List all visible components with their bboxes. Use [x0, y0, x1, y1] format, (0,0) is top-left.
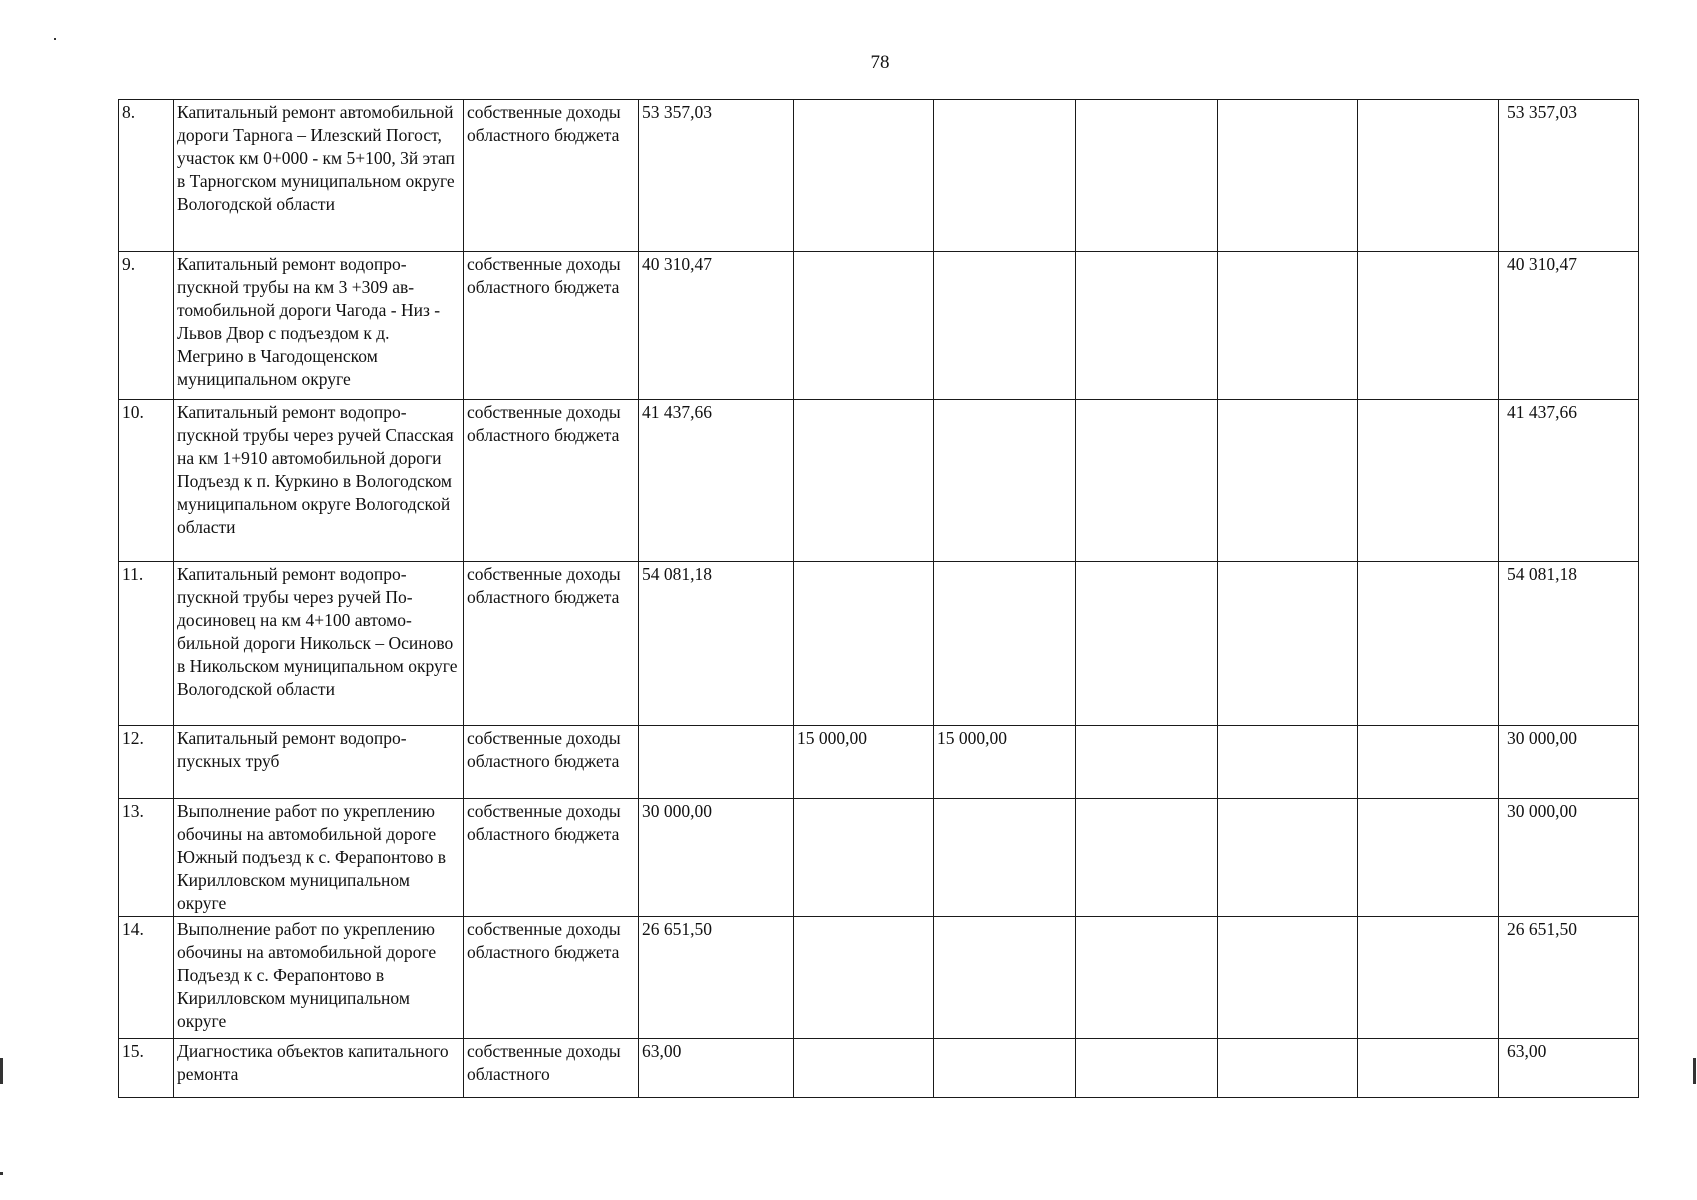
amount-col-4	[1076, 400, 1218, 562]
amount-col-6	[1358, 562, 1499, 726]
amount-col-3	[934, 1039, 1076, 1098]
amount-col-5	[1218, 400, 1358, 562]
amount-col-3	[934, 562, 1076, 726]
amount-col-3	[934, 917, 1076, 1039]
amount-col-5	[1218, 100, 1358, 252]
amount-col-6	[1358, 917, 1499, 1039]
funding-source: собственные доходы областного бюджета	[464, 252, 639, 400]
row-number: 11.	[119, 562, 174, 726]
amount-total: 53 357,03	[1499, 100, 1639, 252]
row-number: 10.	[119, 400, 174, 562]
amount-col-6	[1358, 100, 1499, 252]
amount-col-2	[794, 799, 934, 917]
amount-col-1: 54 081,18	[639, 562, 794, 726]
amount-col-5	[1218, 917, 1358, 1039]
amount-col-5	[1218, 799, 1358, 917]
amount-col-4	[1076, 726, 1218, 799]
table-row	[119, 799, 1639, 917]
amount-total: 41 437,66	[1499, 400, 1639, 562]
amount-col-1	[639, 726, 794, 799]
amount-col-4	[1076, 799, 1218, 917]
amount-col-6	[1358, 400, 1499, 562]
page-number: 78	[870, 52, 890, 73]
table-row	[119, 100, 1639, 252]
funding-source: собственные доходы областного бюджета	[464, 100, 639, 252]
scan-mark-left-bottom	[0, 1172, 3, 1175]
object-name: Выполнение работ по укреплению обочины на автомобильной дороге Подъезд к с. Ферапонтово в Кирилловском муниципальном округе	[174, 917, 464, 1039]
table-row	[119, 917, 1639, 1039]
row-number: 15.	[119, 1039, 174, 1098]
amount-col-1: 41 437,66	[639, 400, 794, 562]
amount-col-5	[1218, 252, 1358, 400]
object-name: Капитальный ремонт водопропускной трубы через ручей Подосиновец на км 4+100 автомобильной дороги Никольск – Осиново в Никольском муниципальном округе Вологодской области	[174, 562, 464, 726]
amount-col-2	[794, 100, 934, 252]
object-name: Капитальный ремонт водопропускной трубы на км 3 +309 автомобильной дороги Чагода - Низ - Львов Двор с подъездом к д. Мегрино в Чагодощенском муниципальном округе	[174, 252, 464, 400]
object-name: Капитальный ремонт водопропускной трубы через ручей Спасская на км 1+910 автомобильной дороги Подъезд к п. Куркино в Вологодском муниципальном округе Вологодской области	[174, 400, 464, 562]
budget-table	[118, 99, 1639, 1098]
amount-col-4	[1076, 252, 1218, 400]
amount-col-5	[1218, 562, 1358, 726]
row-number: 14.	[119, 917, 174, 1039]
scan-mark-left	[0, 1058, 3, 1084]
amount-col-4	[1076, 100, 1218, 252]
amount-col-2	[794, 400, 934, 562]
table-row	[119, 562, 1639, 726]
amount-col-3	[934, 252, 1076, 400]
object-name: Капитальный ремонт автомобильной дороги Тарнога – Илезский Погост, участок км 0+000 - км 5+100, 3й этап в Тарногском муниципальном округе Вологодской области	[174, 100, 464, 252]
row-number: 12.	[119, 726, 174, 799]
funding-source: собственные доходы областного бюджета	[464, 726, 639, 799]
row-number: 13.	[119, 799, 174, 917]
table-row	[119, 400, 1639, 562]
amount-col-3	[934, 799, 1076, 917]
amount-col-1: 26 651,50	[639, 917, 794, 1039]
amount-col-2	[794, 1039, 934, 1098]
table-row	[119, 252, 1639, 400]
amount-col-1: 30 000,00	[639, 799, 794, 917]
object-name: Диагностика объектов капитального ремонта	[174, 1039, 464, 1098]
amount-col-2	[794, 917, 934, 1039]
funding-source: собственные доходы областного бюджета	[464, 917, 639, 1039]
amount-col-6	[1358, 799, 1499, 917]
amount-total: 40 310,47	[1499, 252, 1639, 400]
amount-col-1: 53 357,03	[639, 100, 794, 252]
scan-mark-top-dot	[54, 38, 56, 40]
amount-col-4	[1076, 917, 1218, 1039]
amount-col-3	[934, 100, 1076, 252]
amount-col-6	[1358, 1039, 1499, 1098]
row-number: 9.	[119, 252, 174, 400]
row-number: 8.	[119, 100, 174, 252]
funding-source: собственные доходы областного	[464, 1039, 639, 1098]
amount-col-3	[934, 400, 1076, 562]
amount-col-5	[1218, 726, 1358, 799]
amount-total: 30 000,00	[1499, 726, 1639, 799]
funding-source: собственные доходы областного бюджета	[464, 799, 639, 917]
amount-col-4	[1076, 562, 1218, 726]
table-row	[119, 1039, 1639, 1098]
amount-col-2	[794, 252, 934, 400]
funding-source: собственные доходы областного бюджета	[464, 562, 639, 726]
amount-col-4	[1076, 1039, 1218, 1098]
amount-col-6	[1358, 252, 1499, 400]
object-name: Капитальный ремонт водопропускных труб	[174, 726, 464, 799]
amount-total: 54 081,18	[1499, 562, 1639, 726]
amount-col-5	[1218, 1039, 1358, 1098]
amount-col-6	[1358, 726, 1499, 799]
table-row	[119, 726, 1639, 799]
amount-col-3: 15 000,00	[934, 726, 1076, 799]
amount-total: 63,00	[1499, 1039, 1639, 1098]
amount-total: 30 000,00	[1499, 799, 1639, 917]
amount-col-2	[794, 562, 934, 726]
object-name: Выполнение работ по укреплению обочины на автомобильной дороге Южный подъезд к с. Ферапонтово в Кирилловском муниципальном округе	[174, 799, 464, 917]
funding-source: собственные доходы областного бюджета	[464, 400, 639, 562]
amount-col-2: 15 000,00	[794, 726, 934, 799]
amount-col-1: 40 310,47	[639, 252, 794, 400]
amount-col-1: 63,00	[639, 1039, 794, 1098]
amount-total: 26 651,50	[1499, 917, 1639, 1039]
scan-mark-right	[1693, 1058, 1696, 1084]
